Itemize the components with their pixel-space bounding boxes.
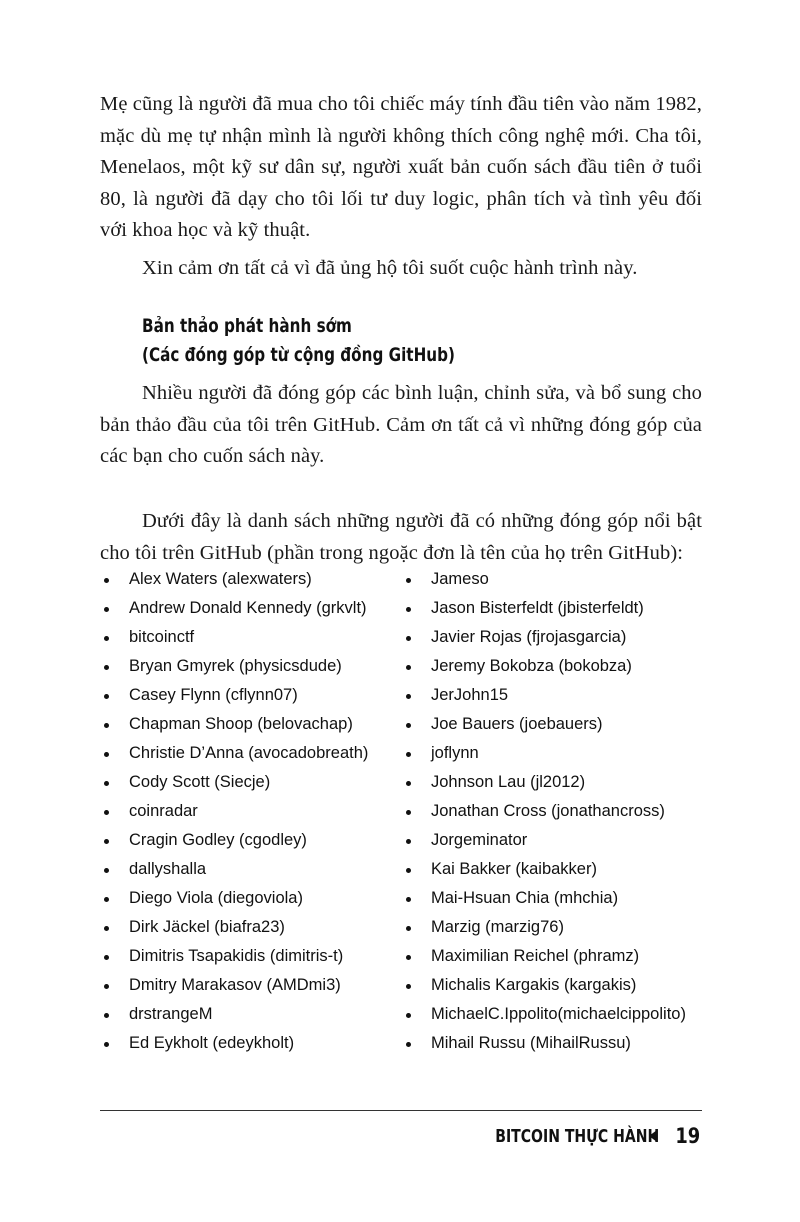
list-item: Kai Bakker (kaibakker) xyxy=(402,855,702,884)
list-item: Johnson Lau (jl2012) xyxy=(402,768,702,797)
list-item: Dmitry Marakasov (AMDmi3) xyxy=(100,971,400,1000)
list-item: JerJohn15 xyxy=(402,681,702,710)
list-item: Jorgeminator xyxy=(402,826,702,855)
paragraph-thanks: Xin cảm ơn tất cả vì đã ủng hộ tôi suốt cuộc hành trình này. xyxy=(142,257,638,279)
list-item: Bryan Gmyrek (physicsdude) xyxy=(100,652,400,681)
list-item: Mihail Russu (MihailRussu) xyxy=(402,1029,702,1058)
list-item: Marzig (marzig76) xyxy=(402,913,702,942)
list-item: Jameso xyxy=(402,565,702,594)
list-item: Cragin Godley (cgodley) xyxy=(100,826,400,855)
list-item: Christie D’Anna (avocadobreath) xyxy=(100,739,400,768)
list-item: joflynn xyxy=(402,739,702,768)
list-item: Michalis Kargakis (kargakis) xyxy=(402,971,702,1000)
list-item: Andrew Donald Kennedy (grkvlt) xyxy=(100,594,400,623)
contributor-list-right xyxy=(402,565,702,1058)
page-footer xyxy=(449,1124,700,1148)
list-item: Mai-Hsuan Chia (mhchia) xyxy=(402,884,702,913)
list-item: Ed Eykholt (edeykholt) xyxy=(100,1029,400,1058)
section-heading xyxy=(142,312,455,370)
list-item: drstrangeM xyxy=(100,1000,400,1029)
list-item: Casey Flynn (cflynn07) xyxy=(100,681,400,710)
list-item: dallyshalla xyxy=(100,855,400,884)
paragraph-contributor-list-intro: Dưới đây là danh sách những người đã có những đóng góp nổi bật cho tôi trên GitHub (phần trong ngoặc đơn là tên của họ trên GitHub): xyxy=(100,510,702,564)
list-item: Cody Scott (Siecje) xyxy=(100,768,400,797)
page-number: 19 xyxy=(675,1124,700,1148)
list-item: Dirk Jäckel (biafra23) xyxy=(100,913,400,942)
list-item: MichaelC.Ippolito(michaelcippolito) xyxy=(402,1000,702,1029)
list-item: Chapman Shoop (belovachap) xyxy=(100,710,400,739)
footer-divider xyxy=(100,1110,702,1111)
list-item: Jeremy Bokobza (bokobza) xyxy=(402,652,702,681)
list-item: Javier Rojas (fjrojasgarcia) xyxy=(402,623,702,652)
contributor-list-left xyxy=(100,565,400,1058)
book-title: BITCOIN THỰC HÀNH xyxy=(494,1125,659,1147)
paragraph-family-acknowledgement: Mẹ cũng là người đã mua cho tôi chiếc máy tính đầu tiên vào năm 1982, mặc dù mẹ tự nhận mình là người không thích công nghệ mới. Cha tôi, Menelaos, một kỹ sư dân sự, người xuất bản cuốn sách đầu tiên ở tuổi 80, là người đã dạy cho tôi lối tư duy logic, phân tích và tình yêu đối với khoa học và kỹ thuật. xyxy=(100,93,702,241)
list-item: Jonathan Cross (jonathancross) xyxy=(402,797,702,826)
list-item: Joe Bauers (joebauers) xyxy=(402,710,702,739)
list-item: Dimitris Tsapakidis (dimitris-t) xyxy=(100,942,400,971)
list-item: Jason Bisterfeldt (jbisterfeldt) xyxy=(402,594,702,623)
list-item: Maximilian Reichel (phramz) xyxy=(402,942,702,971)
list-item: Diego Viola (diegoviola) xyxy=(100,884,400,913)
section-heading-line-1: Bản thảo phát hành sớm xyxy=(142,315,352,337)
list-item: bitcoinctf xyxy=(100,623,400,652)
list-item: Alex Waters (alexwaters) xyxy=(100,565,400,594)
paragraph-github-contributions: Nhiều người đã đóng góp các bình luận, chỉnh sửa, và bổ sung cho bản thảo đầu của tôi trên GitHub. Cảm ơn tất cả vì những đóng góp của các bạn cho cuốn sách này. xyxy=(100,382,702,467)
list-item: coinradar xyxy=(100,797,400,826)
section-heading-line-2: (Các đóng góp từ cộng đồng GitHub) xyxy=(142,344,455,366)
